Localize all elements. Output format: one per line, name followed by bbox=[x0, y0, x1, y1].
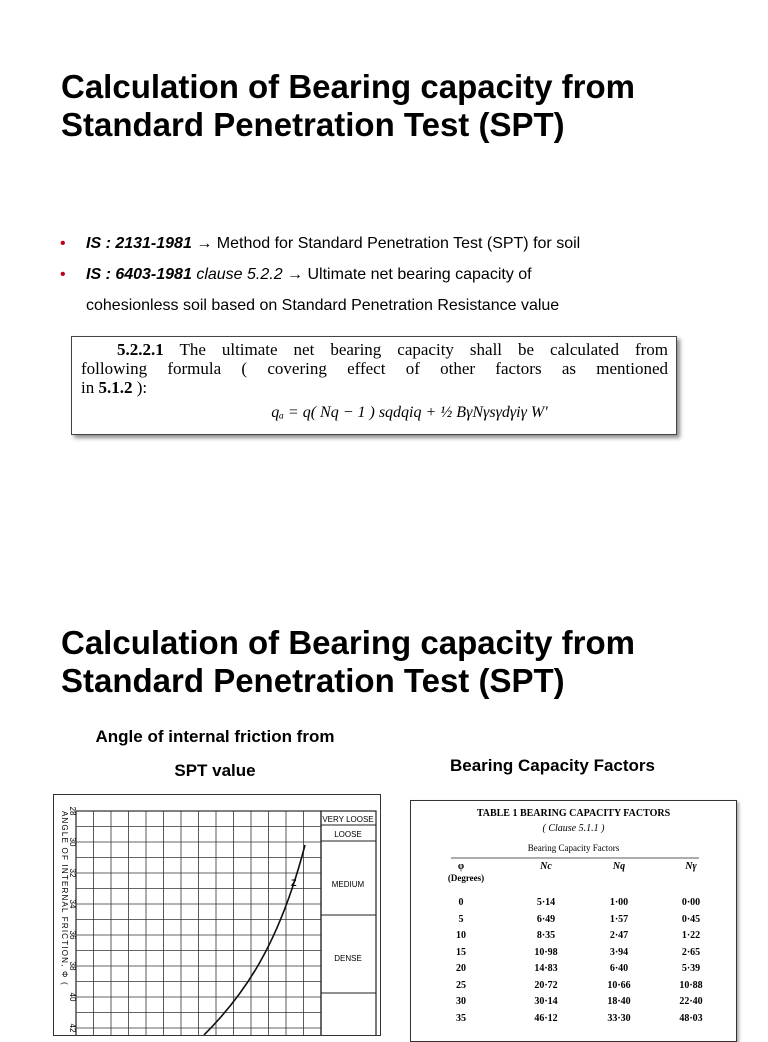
title-line-2: Standard Penetration Test (SPT) bbox=[61, 106, 565, 143]
phi-tick-label: 28 bbox=[68, 806, 77, 816]
table-cell: 10 bbox=[456, 930, 466, 941]
table-cell: 15 bbox=[456, 946, 466, 958]
slide-1-title bbox=[61, 68, 635, 144]
table-cell: 8·35 bbox=[536, 930, 556, 941]
table-cell: 20 bbox=[456, 963, 466, 974]
phi-tick-label: 36 bbox=[68, 930, 77, 940]
list-item bbox=[60, 259, 700, 321]
table-cell: 2·65 bbox=[681, 946, 701, 958]
bullet-text: Ultimate net bearing capacity of bbox=[307, 266, 532, 283]
clause-number: 5.2.2.1 bbox=[117, 340, 164, 359]
table-cell: 30 bbox=[456, 996, 466, 1007]
table-cell: 0·00 bbox=[681, 897, 701, 908]
table-cell: 18·40 bbox=[607, 996, 631, 1007]
table-cell: 1·22 bbox=[681, 930, 701, 941]
formula-text-line: in 5.1.2 ): bbox=[81, 378, 148, 397]
phi-tick-label: 38 bbox=[68, 961, 77, 971]
formula-text-line: following formula ( covering effect of other factors as mentioned bbox=[81, 359, 668, 378]
table-cell: 0 bbox=[458, 897, 464, 908]
arrow-icon: → bbox=[196, 235, 213, 252]
table-cell: 25 bbox=[456, 979, 466, 991]
phi-axis-label: ANGLE OF INTERNAL FRICTION, Φ ( bbox=[60, 811, 69, 986]
phi-n-curve bbox=[204, 845, 305, 1035]
zone-medium: MEDIUM bbox=[331, 880, 365, 889]
table-cell: 10·98 bbox=[534, 946, 558, 958]
phi-chart-heading: Angle of internal friction from SPT value bbox=[95, 727, 335, 780]
zone-very-loose: VERY LOOSE bbox=[322, 815, 374, 824]
reference-list bbox=[60, 228, 700, 321]
phi-tick-label: 32 bbox=[68, 868, 77, 878]
title-line-2: Standard Penetration Test (SPT) bbox=[61, 662, 565, 699]
table-title: TABLE 1 BEARING CAPACITY FACTORS bbox=[476, 808, 671, 819]
bearing-capacity-factors-table: TABLE 1 BEARING CAPACITY FACTORS ( Clause 5.1.1 ) Bearing Capacity Factors φ Nc Nq Nγ (Degrees) 0 5·14 1·00 0·00 5 6·49 1·57 0·45 10 8·35 2·47 1·22 15 10·98 3·94 2·65 20 14·83 6·40 5·39 25 20·72 10·66 10·88 30 30·14 18·40 22·40 35 46·12 33·30 48·03 bbox=[410, 800, 737, 1042]
phi-tick-label: 30 bbox=[68, 837, 77, 847]
phi-tick-label: 40 bbox=[68, 992, 77, 1002]
phi-correlation-chart bbox=[53, 794, 381, 1036]
table-cell: 35 bbox=[456, 1012, 466, 1024]
formula-excerpt bbox=[71, 336, 677, 435]
table-cell: 1·00 bbox=[609, 897, 629, 908]
table-cell: 30·14 bbox=[534, 996, 558, 1007]
bullet-text: Method for Standard Penetration Test (SPT) for soil bbox=[216, 235, 581, 252]
table-cell: 22·40 bbox=[679, 996, 703, 1007]
table-cell: 20·72 bbox=[534, 979, 558, 991]
table-cell: 2·47 bbox=[609, 930, 629, 941]
bullet-icon: • bbox=[60, 266, 66, 283]
phi-chart-svg bbox=[54, 795, 380, 1035]
standard-code: IS : 2131-1981 bbox=[86, 235, 192, 252]
title-line-1: Calculation of Bearing capacity from bbox=[61, 68, 635, 105]
table-cell: 5 bbox=[458, 913, 464, 925]
phi-tick-label: 42 bbox=[68, 1023, 77, 1033]
table-cell: 5·39 bbox=[681, 963, 701, 974]
title-line-1: Calculation of Bearing capacity from bbox=[61, 624, 635, 661]
table-cell: 46·12 bbox=[534, 1012, 558, 1024]
table-cell: 14·83 bbox=[534, 963, 558, 974]
table-cell: 48·03 bbox=[679, 1012, 703, 1024]
table-cell: 1·57 bbox=[609, 913, 629, 925]
phi-tick-label: 34 bbox=[68, 899, 77, 909]
formula-text-line: 5.2.2.1 The ultimate net bearing capacity shall be calculated from bbox=[117, 340, 668, 359]
list-item bbox=[60, 228, 700, 259]
table-clause: ( Clause 5.1.1 ) bbox=[542, 823, 605, 834]
arrow-icon: → bbox=[287, 266, 304, 283]
table-cell: 10·88 bbox=[679, 979, 703, 991]
table-subheader: Bearing Capacity Factors bbox=[527, 843, 620, 853]
degrees-label: (Degrees) bbox=[447, 873, 485, 883]
standard-code: IS : 6403-1981 bbox=[86, 266, 192, 283]
zone-dense: DENSE bbox=[334, 954, 362, 963]
bearing-capacity-equation: qₐ = q( Nq − 1 ) sqdqiq + ½ BγNγsγdγiγ W′ bbox=[271, 404, 548, 421]
table-cell: 10·66 bbox=[607, 979, 631, 991]
bullet-icon: • bbox=[60, 235, 66, 252]
bcf-table-heading: Bearing Capacity Factors bbox=[449, 756, 655, 775]
table-cell: 3·94 bbox=[609, 946, 629, 958]
curve-label: Z bbox=[291, 878, 297, 888]
table-cell: 5·14 bbox=[536, 897, 556, 908]
slide-2 bbox=[0, 560, 768, 1033]
table-cell: 0·45 bbox=[681, 913, 701, 925]
bullet-text-continued: cohesionless soil based on Standard Penetration Resistance value bbox=[86, 297, 560, 314]
table-cell: 6·49 bbox=[536, 913, 556, 925]
clause-ref: clause 5.2.2 bbox=[196, 266, 283, 283]
table-cell: 6·40 bbox=[609, 963, 629, 974]
zone-loose: LOOSE bbox=[334, 830, 362, 839]
table-cell: 33·30 bbox=[607, 1012, 631, 1024]
slide-2-title bbox=[61, 624, 635, 700]
